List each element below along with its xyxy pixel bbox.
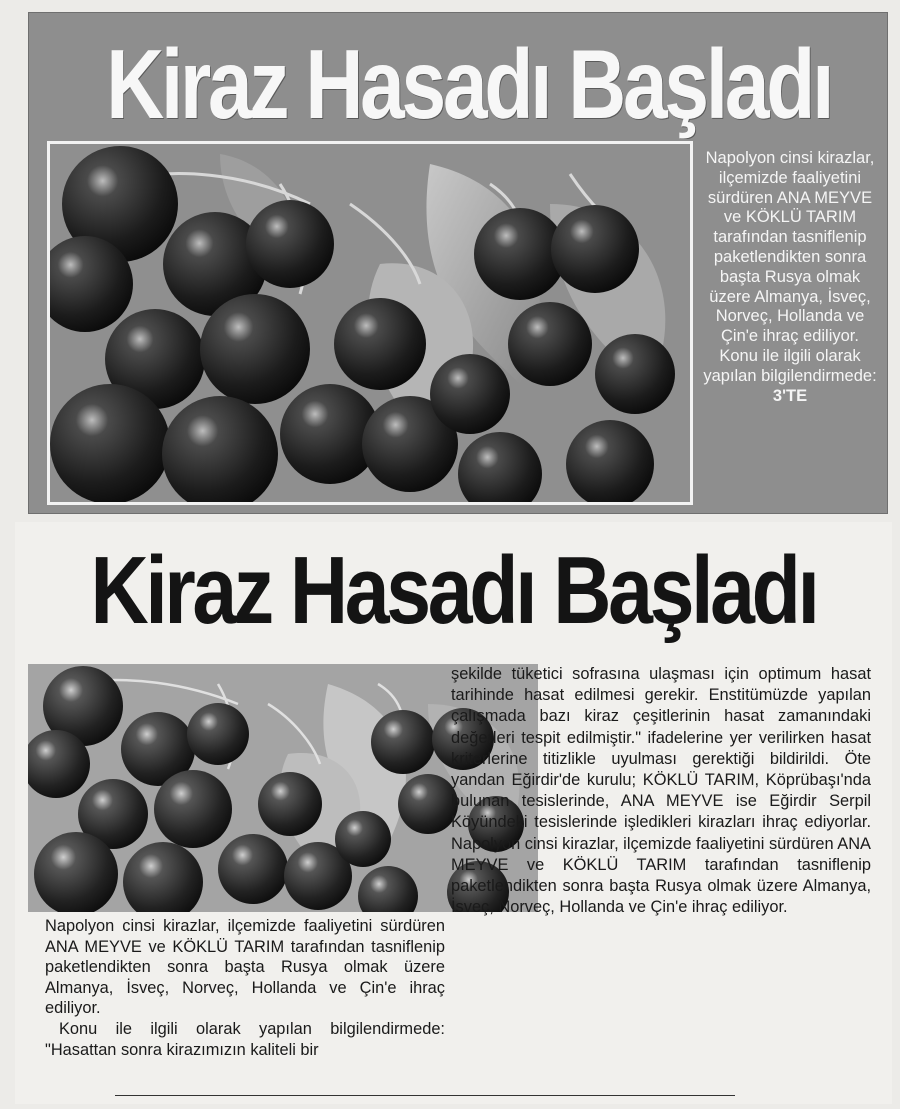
teaser-paragraph: Napolyon cinsi kirazlar, ilçemizde faaliyetini sürdüren ANA MEYVE ve KÖKLÜ TARIM tarafından tasniflenip paketlendikten sonra başta Rusya olmak üzere Almanya, İsveç, Norveç, Hollanda ve Çin'e ihraç ediliyor. (705, 149, 875, 346)
teaser-paragraph (701, 347, 879, 406)
inner-page-clipping (15, 522, 892, 1104)
front-page-clipping (28, 12, 888, 514)
article-paragraph: Napolyon cinsi kirazlar, ilçemizde faaliyetini sürdüren ANA MEYVE ve KÖKLÜ TARIM tarafından tasniflenip paketlendikten sonra başta Rusya olmak üzere Almanya, İsveç, Norveç, Hollanda ve Çin'e ihraç ediliyor. (45, 917, 445, 1018)
bottom-rule (115, 1095, 735, 1096)
article-column-left (45, 916, 445, 1086)
continued-page-ref: 3'TE (772, 386, 808, 405)
cherry-photo-front (47, 141, 693, 505)
article-column-right (451, 664, 871, 1084)
article-paragraph: Konu ile ilgili olarak yapılan bilgilendirmede: "Hasattan sonra kirazımızın kaliteli bir (45, 1019, 445, 1059)
article-headline: Kiraz Hasadı Başladı (90, 537, 817, 644)
front-page-headline: Kiraz Hasadı Başladı (106, 29, 832, 139)
teaser-lead-in: Konu ile ilgili olarak yapılan bilgilendirmede: (703, 346, 877, 385)
article-paragraph: şekilde tüketici sofrasına ulaşması için optimum hasat tarihinde hasat edilmesi gerekir. Enstitümüzde yapılan çalışmada bazı kiraz çeşitlerinin hasat zamanındaki değerleri tespit edilmiştir." ifadelerine yer verilirken hasat kriterlerine titizlikle uyulması gerektiği bildirildi. Öte yandan Eğirdir'de kurulu; KÖKLÜ TARIM, Köprübaşı'nda bulunan tesislerinde, ANA MEYVE ise Eğirdir Serpil Köyündeki tesislerinde işledikleri kirazları ihraç ediyorlar. Napolyon cinsi kirazlar, ilçemizde faaliyetini sürdüren ANA MEYVE ve KÖKLÜ TARIM tarafından tasniflenip paketlendikten sonra başta Rusya olmak üzere Almanya, İsveç, Norveç, Hollanda ve Çin'e ihraç ediliyor. (451, 665, 871, 917)
teaser-text (701, 149, 879, 499)
